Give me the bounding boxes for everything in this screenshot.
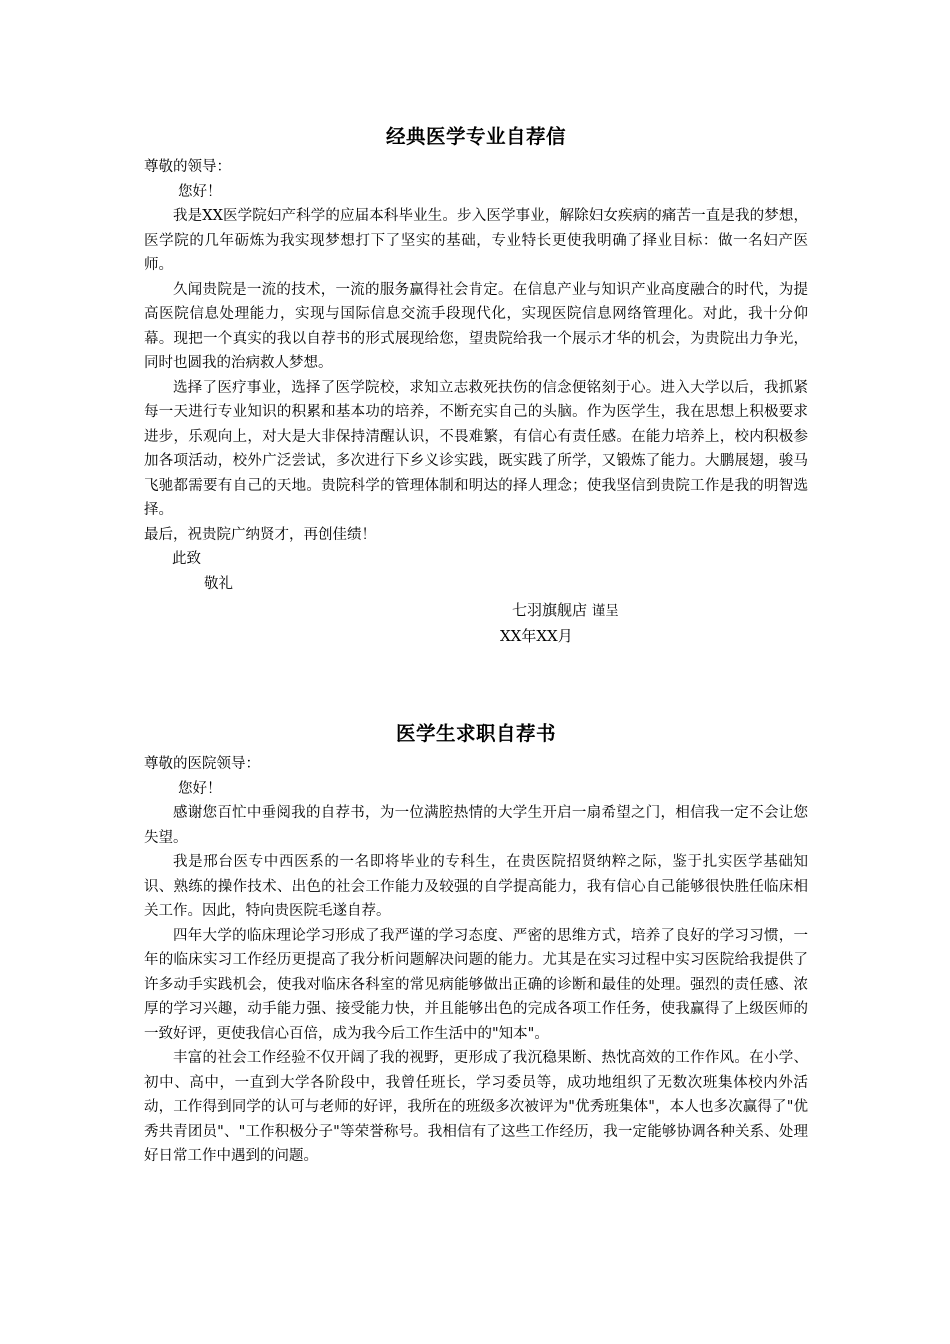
letter2-title: 医学生求职自荐书 [395,722,556,745]
letter1-paragraph: 我是XX医学院妇产科学的应届本科毕业生。步入医学事业，解除妇女疾病的痛苦一直是我的梦想，医学院的几年砺炼为我实现梦想打下了坚实的基础，专业特长更使我明确了择业目标：做一名妇产医师。 [144,208,808,273]
letter1-greeting: 您好！ [178,183,222,200]
letter1-paragraph: 久闻贵院是一流的技术，一流的服务赢得社会肯定。在信息产业与知识产业高度融合的时代，为提高医院信息处理能力，实现与国际信息交流手段现代化，实现医院信息网络管理化。对此，我十分仰幕。现把一个真实的我以自荐书的形式展现给您，望贵院给我一个展示才华的机会，为贵院出力争光，同时也圆我的治病救人梦想。 [144,281,808,371]
letter2-greeting: 您好！ [178,780,222,797]
letter-medical-student-job [144,720,808,1169]
signature-suffix: 谨呈 [591,603,619,619]
letter2-paragraph: 丰富的社会工作经验不仅开阔了我的视野，更形成了我沉稳果断、热忱高效的工作作风。在小学、初中、高中，一直到大学各阶段中，我曾任班长，学习委员等，成功地组织了无数次班集体校内外活动，工作得到同学的认可与老师的好评，我所在的班级多次被评为"优秀班集体"，本人也多次赢得了"优秀共青团员"、"工作积极分子"等荣誉称号。我相信有了这些工作经历，我一定能够协调各种关系、处理好日常工作中遇到的问题。 [144,1050,808,1164]
letter2-salutation: 尊敬的医院领导： [144,756,260,772]
letter2-paragraph: 四年大学的临床理论学习形成了我严谨的学习态度、严密的思维方式，培养了良好的学习习惯，一年的临床实习工作经历更提高了我分析问题解决问题的能力。尤其是在实习过程中实习医院给我提供了许多动手实践机会，使我对临床各科室的常见病能够做出正确的诊断和最佳的处理。强烈的责任感、浓厚的学习兴趣，动手能力强、接受能力快，并且能够出色的完成各项工作任务，使我赢得了上级医师的一致好评，更使我信心百倍，成为我今后工作生活中的"知本"。 [144,927,808,1042]
letter1-signature [144,598,808,624]
letter1-salutation: 尊敬的领导： [144,159,231,175]
signature-name: 七羽旗舰店 [512,601,588,619]
letter1-paragraph: 选择了医疗事业，选择了医学院校，求知立志救死扶伤的信念便铭刻于心。进入大学以后，我抓紧每一天进行专业知识的积累和基本功的培养，不断充实自己的头脑。作为医学生，我在思想上积极要求进步，乐观向上，对大是大非保持清醒认识，不畏难繁，有信心有责任感。在能力培养上，校内积极参加各项活动，校外广泛尝试，多次进行下乡义诊实践，既实践了所学，又锻炼了能力。大鹏展翅，骏马飞驰都需要有自己的天地。贵院科学的管理体制和明达的择人理念；使我坚信到贵院工作是我的明智选择。 [144,379,808,518]
letter1-closing: 最后，祝贵院广纳贤才，再创佳绩！ [144,526,376,543]
letter2-paragraph: 我是邢台医专中西医系的一名即将毕业的专科生，在贵医院招贤纳粹之际，鉴于扎实医学基础知识、熟练的操作技术、出色的社会工作能力及较强的自学提高能力，我有信心自己能够很快胜任临床相关工作。因此，特向贵医院毛遂自荐。 [144,854,808,919]
letter2-paragraph: 感谢您百忙中垂阅我的自荐书，为一位满腔热情的大学生开启一扇希望之门，相信我一定不会让您失望。 [144,805,808,846]
letter1-zhici: 此致 [172,551,201,567]
letter1-date: XX年XX月 [500,626,573,645]
letter1-jingli: 敬礼 [204,575,233,592]
letter-classic-medical [144,123,808,648]
letter1-title: 经典医学专业自荐信 [385,125,566,148]
